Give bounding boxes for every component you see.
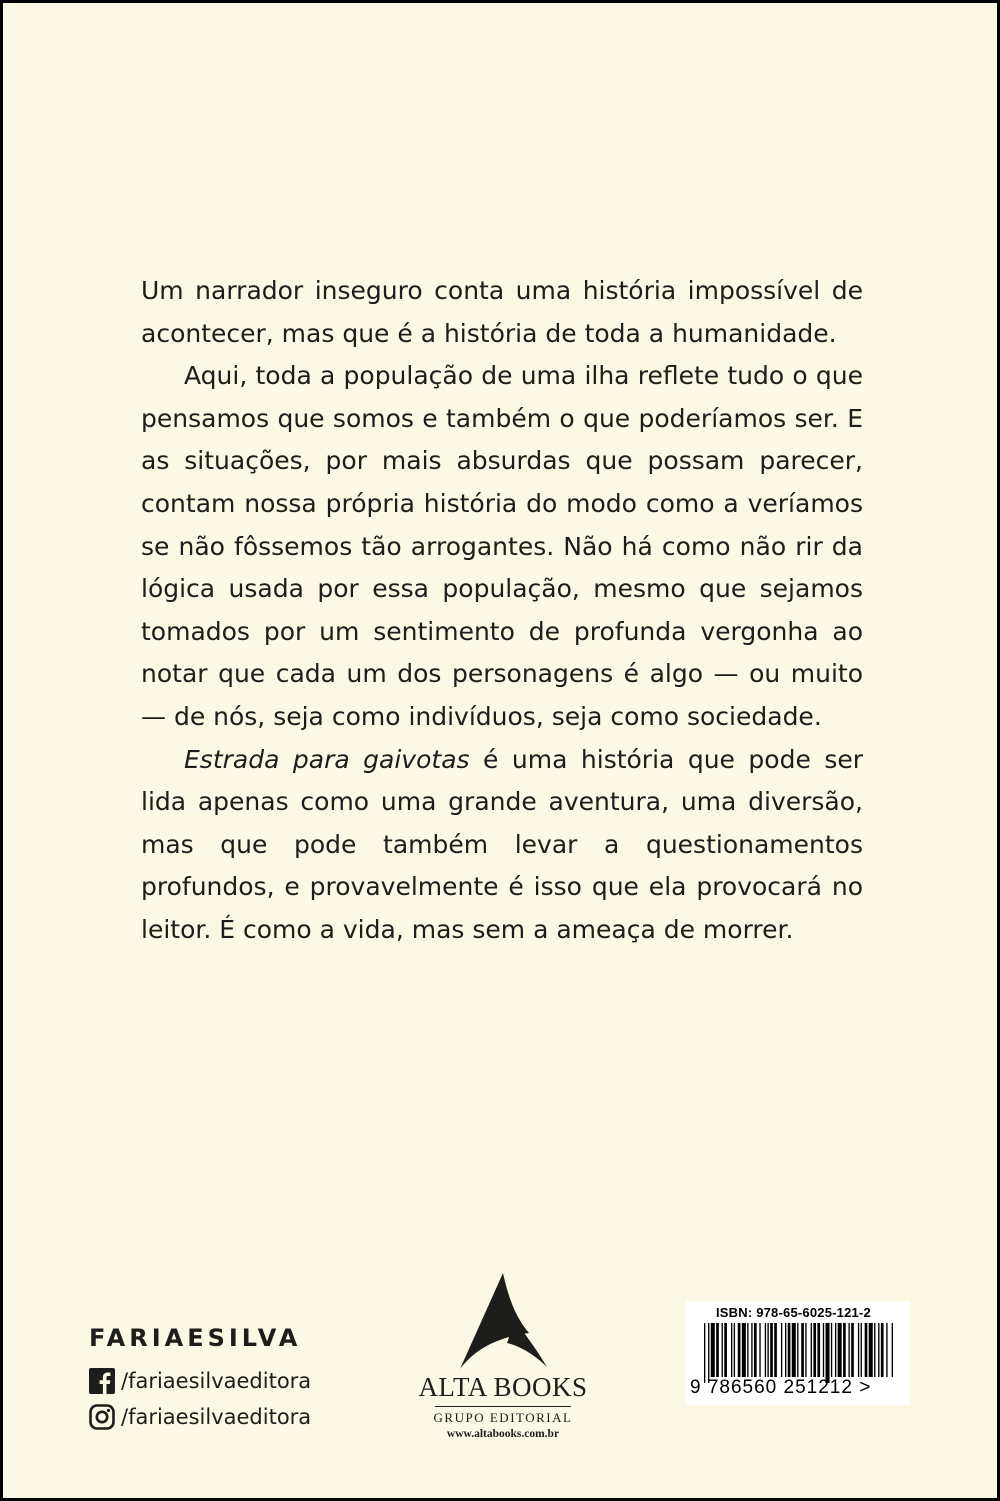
blurb-paragraph-3-text: é uma história que pode ser lida apenas como uma grande aventura, uma diversão, mas que pode também levar a questionamentos profundos, e provavelmente é isso que ela provocará no leitor. É como a vida, mas sem a ameaça de morrer.	[141, 744, 863, 944]
barcode-bar	[765, 1323, 766, 1377]
barcode-bar	[770, 1323, 773, 1377]
barcode-bar	[774, 1323, 777, 1377]
publisher-block	[89, 1323, 349, 1435]
barcode-bar	[801, 1323, 804, 1377]
barcode-bar	[865, 1323, 868, 1377]
barcode-bar	[886, 1323, 887, 1377]
barcode-bar	[835, 1323, 836, 1377]
barcode-bar	[826, 1323, 830, 1383]
publisher-logo: FARIAESILVA	[89, 1324, 302, 1352]
barcode-bar	[881, 1323, 884, 1377]
barcode-bar	[767, 1323, 768, 1377]
barcode-bar	[869, 1323, 873, 1377]
barcode-bar	[874, 1323, 875, 1377]
barcode-bar	[711, 1323, 715, 1377]
alta-books-sail-icon	[443, 1271, 563, 1373]
barcode-bar	[811, 1323, 812, 1377]
imprint-group: GRUPO EDITORIAL	[433, 1410, 573, 1425]
instagram-handle: /fariaesilvaeditora	[121, 1405, 312, 1429]
barcode-bar	[892, 1323, 893, 1377]
barcode-bar	[848, 1323, 849, 1377]
barcode-bar	[813, 1323, 816, 1377]
barcode-bar	[747, 1323, 748, 1377]
blurb-paragraph-2: Aqui, toda a população de uma ilha reflete tudo o que pensamos que somos e também o que poderíamos ser. E as situações, por mais absurdas que possam parecer, contam nossa própria história do modo como a veríamos se não fôssemos tão arrogantes. Não há como não rir da lógica usada por essa população, mesmo que sejamos tomados por um sentimento de profunda vergonha ao notar que cada um dos personagens é algo — ou muito — de nós, seja como indivíduos, seja como sociedade.	[141, 361, 863, 731]
barcode-bar	[788, 1323, 791, 1377]
barcode-bar	[851, 1323, 854, 1377]
blurb-paragraph-1: Um narrador inseguro conta uma história impossível de acontecer, mas que é a história de toda a humanidade.	[141, 276, 863, 348]
instagram-icon	[89, 1404, 115, 1430]
facebook-handle: /fariaesilvaeditora	[121, 1369, 312, 1393]
barcode-bar	[754, 1323, 757, 1377]
barcode-bar	[831, 1323, 832, 1377]
barcode-bar	[759, 1323, 760, 1377]
barcode-bar	[738, 1323, 741, 1377]
barcode-bar	[722, 1323, 723, 1377]
blurb-paragraph-3	[141, 739, 863, 952]
barcode-bar	[805, 1323, 806, 1377]
barcode-bar	[716, 1323, 719, 1377]
barcode-bar	[742, 1323, 746, 1377]
barcode-bar	[792, 1323, 796, 1377]
back-cover	[3, 3, 997, 1498]
barcode-bar	[797, 1323, 798, 1377]
imprint-divider	[435, 1406, 571, 1407]
instagram-link[interactable]	[89, 1399, 349, 1435]
facebook-link[interactable]	[89, 1363, 349, 1399]
barcode-bar	[843, 1323, 846, 1377]
barcode-digits: 9 786560 251212 >	[690, 1377, 872, 1398]
blurb-text	[141, 270, 863, 952]
barcode-bar	[708, 1323, 709, 1383]
barcode-bar	[838, 1323, 842, 1377]
isbn-label: ISBN: 978-65-6025-121-2	[716, 1305, 871, 1320]
facebook-icon	[89, 1368, 115, 1394]
barcode-bar	[731, 1323, 732, 1377]
barcode-bar	[861, 1323, 862, 1377]
imprint-url: www.altabooks.com.br	[446, 1428, 560, 1440]
barcode-bar	[751, 1323, 752, 1377]
barcode-bar	[823, 1323, 824, 1377]
barcode-bar	[704, 1323, 705, 1383]
barcode-bar	[781, 1323, 782, 1377]
barcode-bar	[785, 1323, 786, 1377]
barcode-bar	[817, 1323, 820, 1377]
imprint-block	[403, 1271, 603, 1442]
barcode-bar	[724, 1323, 727, 1377]
barcode	[686, 1301, 910, 1405]
book-title-reference: Estrada para gaivotas	[184, 744, 470, 774]
barcode-bar	[734, 1323, 735, 1377]
imprint-name: ALTA BOOKS	[418, 1372, 588, 1402]
barcode-bar	[858, 1323, 859, 1377]
barcode-bar	[878, 1323, 879, 1377]
